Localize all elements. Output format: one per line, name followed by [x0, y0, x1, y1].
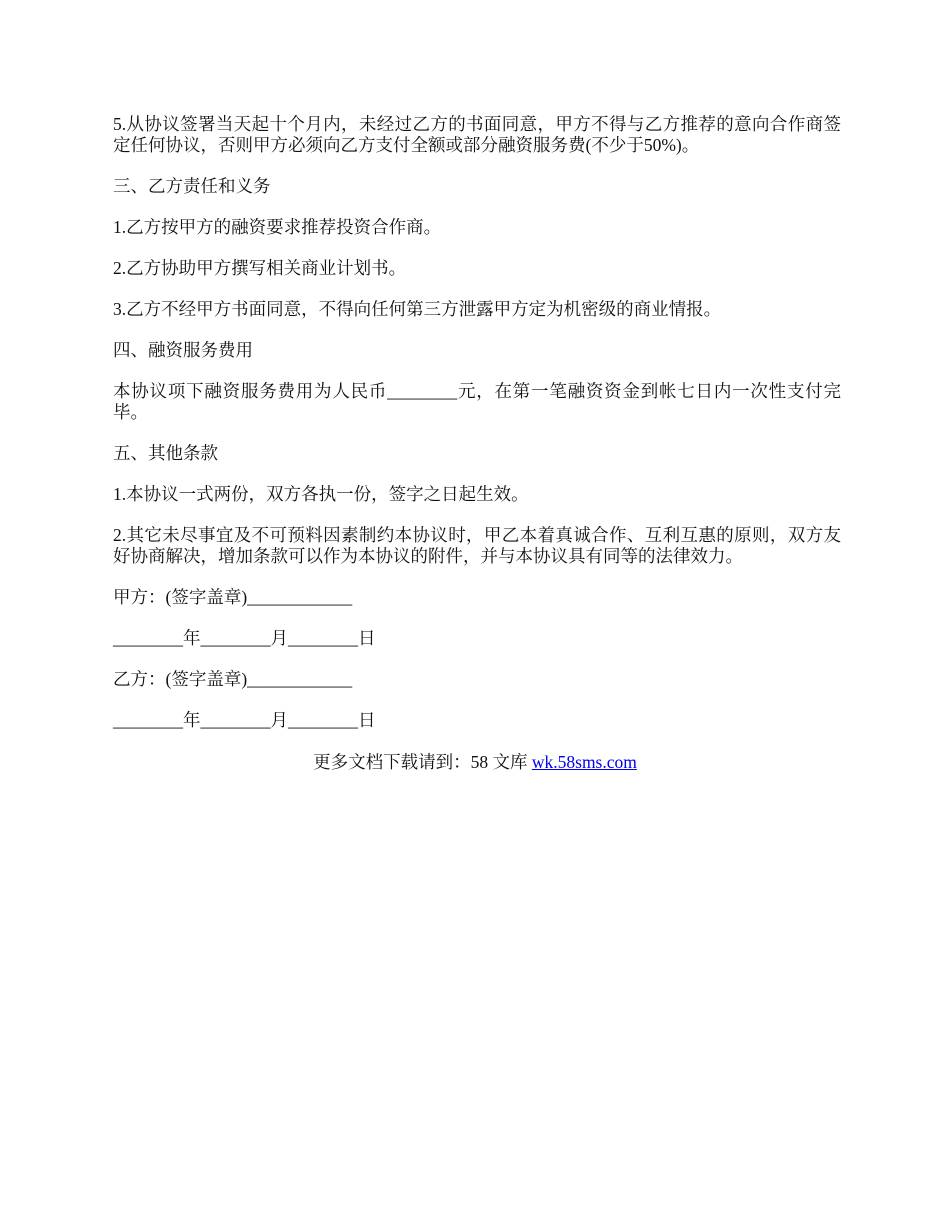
- party-b-clause-2: 2.乙方协助甲方撰写相关商业计划书。: [113, 258, 407, 278]
- other-terms-clause-2: 2.其它未尽事宜及不可预料因素制约本协议时，甲乙本着真诚合作、互利互惠的原则，双方友好协商解决，增加条款可以作为本协议的附件，并与本协议具有同等的法律效力。: [113, 525, 841, 566]
- party-b-clause-3: 3.乙方不经甲方书面同意，不得向任何第三方泄露甲方定为机密级的商业情报。: [113, 299, 722, 319]
- clause-5-paragraph: 5.从协议签署当天起十个月内，未经过乙方的书面同意，甲方不得与乙方推荐的意向合作商签定任何协议，否则甲方必须向乙方支付全额或部分融资服务费(不少于50%)。: [113, 114, 841, 155]
- section-heading-party-b-duties: 三、乙方责任和义务: [113, 176, 271, 196]
- service-fee-paragraph: 本协议项下融资服务费用为人民币________元，在第一笔融资资金到帐七日内一次性支付完毕。: [113, 381, 841, 422]
- section-heading-other-terms: 五、其他条款: [113, 443, 218, 463]
- footer-text: 更多文档下载请到：58 文库: [313, 752, 532, 772]
- party-b-date-line: ________年________月________日: [113, 710, 376, 730]
- footer: [0, 752, 950, 773]
- party-b-signature-line: 乙方：(签字盖章)____________: [113, 669, 353, 689]
- footer-link[interactable]: wk.58sms.com: [531, 752, 637, 772]
- section-heading-service-fee: 四、融资服务费用: [113, 340, 253, 360]
- party-b-clause-1: 1.乙方按甲方的融资要求推荐投资合作商。: [113, 217, 442, 237]
- party-a-signature-line: 甲方：(签字盖章)____________: [113, 587, 353, 607]
- document-body: [113, 114, 841, 751]
- party-a-date-line: ________年________月________日: [113, 628, 376, 648]
- other-terms-clause-1: 1.本协议一式两份，双方各执一份，签字之日起生效。: [113, 484, 529, 504]
